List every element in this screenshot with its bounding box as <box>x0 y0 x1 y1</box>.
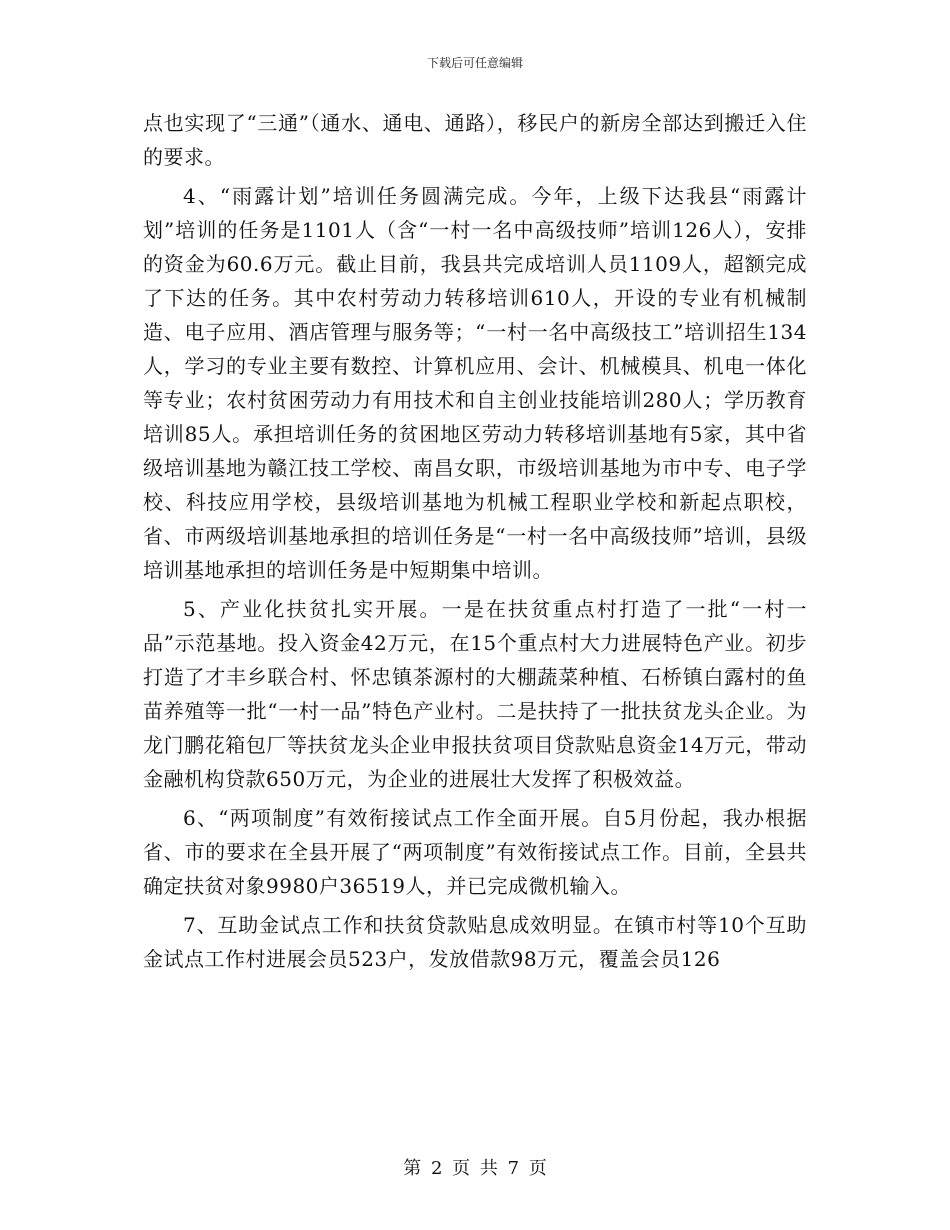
document-body <box>143 106 807 981</box>
page-header: 下载后可任意编辑 <box>426 56 523 70</box>
page-footer: 第 2 页 共 7 页 <box>403 1158 547 1179</box>
paragraph-continuation: 点也实现了“三通”（通水、通电、通路），移民户的新房全部达到搬迁入住的要求。 <box>143 111 807 169</box>
paragraph-two-systems: 6、“两项制度”有效衔接试点工作全面开展。自5月份起，我办根据省、市的要求在全县开展了“两项制度”有效衔接试点工作。目前，全县共确定扶贫对象9980户36519人，并已完成微机输入。 <box>143 806 807 898</box>
paragraph-industrial-poverty: 5、产业化扶贫扎实开展。一是在扶贫重点村打造了一批“一村一品”示范基地。投入资金42万元，在15个重点村大力进展特色产业。初步打造了才丰乡联合村、怀忠镇茶源村的大棚蔬菜种植、石桥镇白露村的鱼苗养殖等一批“一村一品”特色产业村。二是扶持了一批扶贫龙头企业。为龙门鹏花箱包厂等扶贫龙头企业申报扶贫项目贷款贴息资金14万元，带动金融机构贷款650万元，为企业的进展壮大发挥了积极效益。 <box>143 597 807 791</box>
paragraph-mutual-fund: 7、互助金试点工作和扶贫贷款贴息成效明显。在镇市村等10个互助金试点工作村进展会员523户，发放借款98万元，覆盖会员126 <box>143 913 807 971</box>
paragraph-yulu-plan: 4、“雨露计划”培训任务圆满完成。今年，上级下达我县“雨露计划”培训的任务是1101人（含“一村一名中高级技师”培训126人），安排的资金为60.6万元。截止目前，我县共完成培训人员1109人，超额完成了下达的任务。其中农村劳动力转移培训610人，开设的专业有机械制造、电子应用、酒店管理与服务等；“一村一名中高级技工”培训招生134人，学习的专业主要有数控、计算机应用、会计、机械模具、机电一体化等专业；农村贫困劳动力有用技术和自主创业技能培训280人；学历教育培训85人。承担培训任务的贫困地区劳动力转移培训基地有5家，其中省级培训基地为赣江技工学校、南昌女职，市级培训基地为市中专、电子学校、科技应用学校，县级培训基地为机械工程职业学校和新起点职校，省、市两级培训基地承担的培训任务是“一村一名中高级技师”培训，县级培训基地承担的培训任务是中短期集中培训。 <box>143 184 807 582</box>
